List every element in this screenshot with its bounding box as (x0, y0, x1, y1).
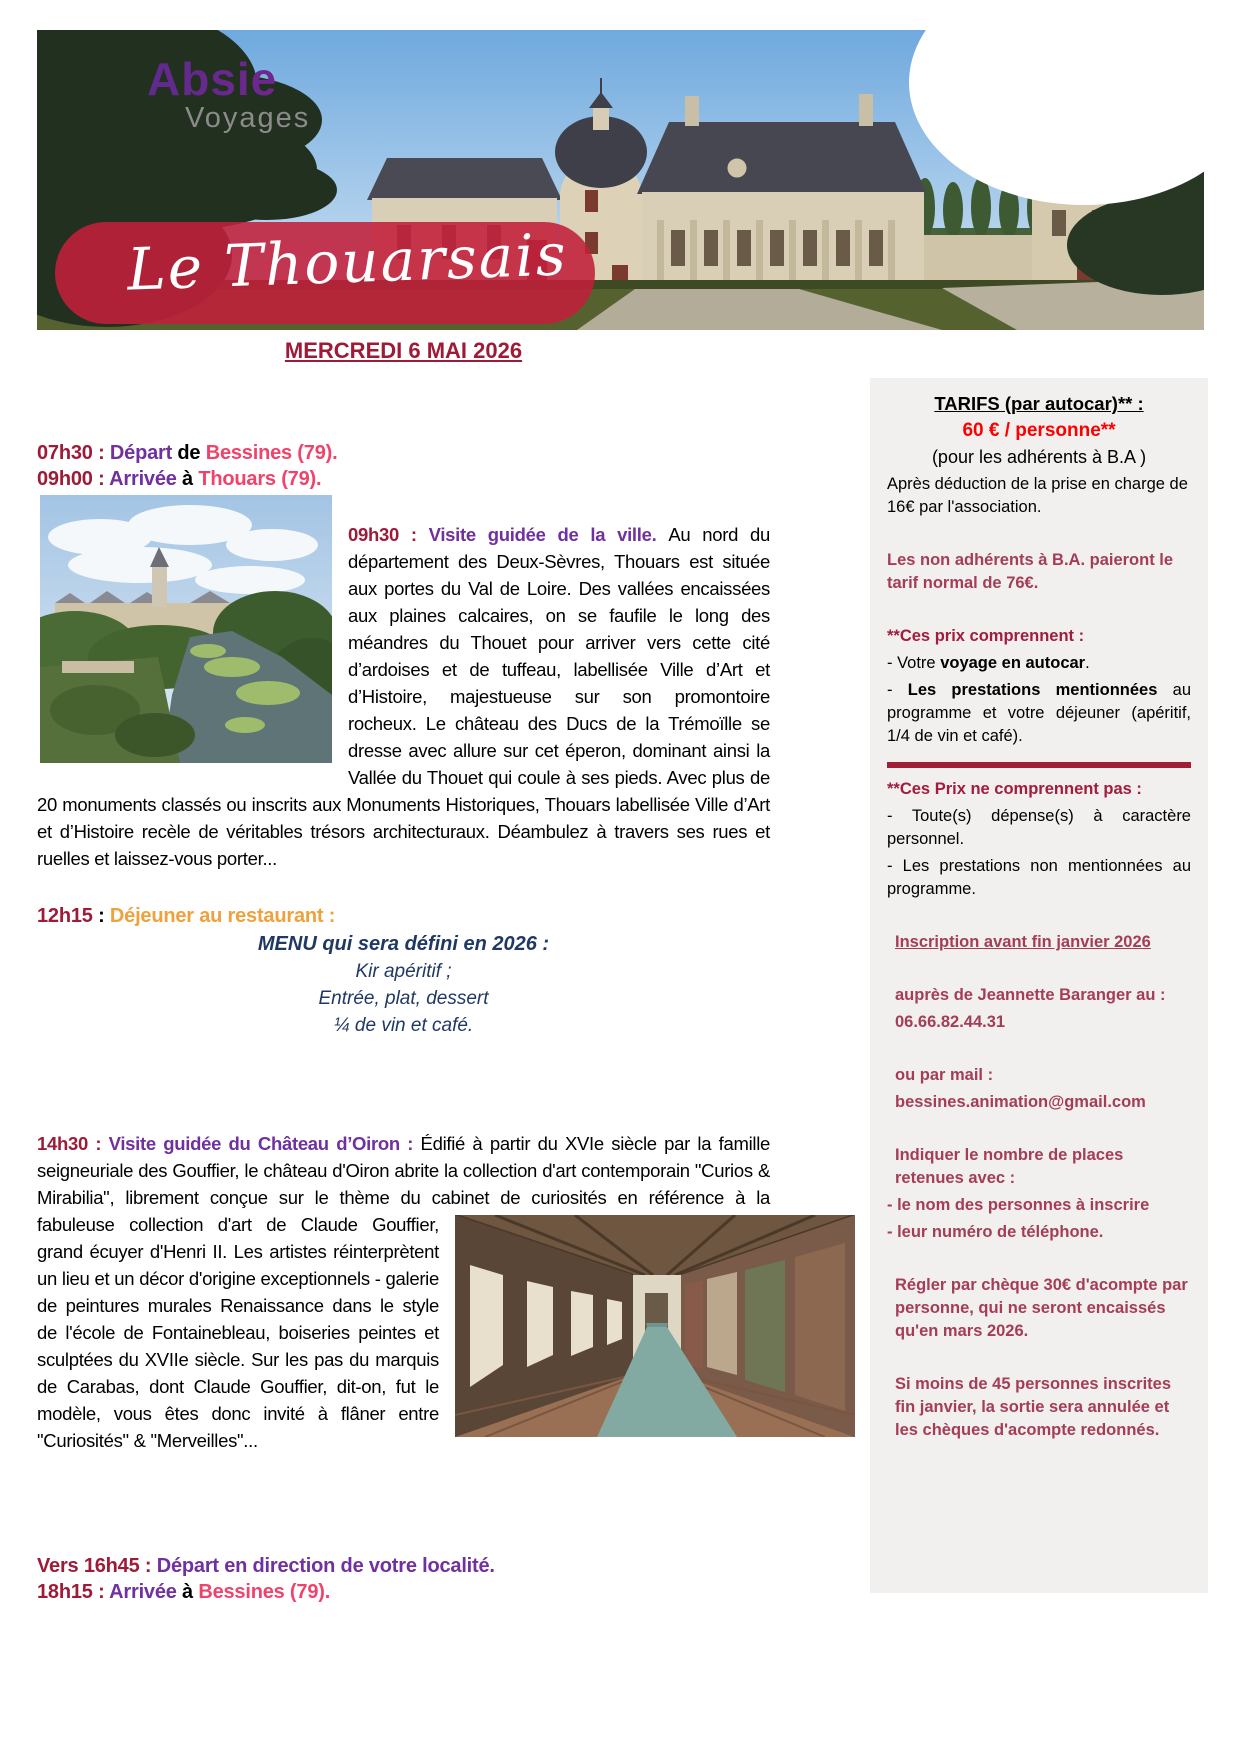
includes-2-prefix: - (887, 681, 908, 699)
red-divider (887, 762, 1191, 768)
separator: : (92, 1581, 110, 1603)
thouars-photo-illustration (40, 495, 332, 763)
contact-phone-label: auprès de Jeannette Baranger au : (895, 986, 1166, 1004)
excludes-item-1: - Toute(s) dépense(s) à caractère personnel. (887, 807, 1191, 848)
castle-visit-title: Visite guidée du Château d’Oiron : (108, 1133, 414, 1154)
city-visit-section (37, 521, 770, 872)
oiron-gallery-photo (455, 1215, 855, 1437)
cancellation-note: Si moins de 45 personnes inscrites fin janvier, la sortie sera annulée et les chèques d'acompte redonnés. (895, 1375, 1172, 1439)
includes-1-suffix: . (1085, 654, 1090, 672)
separator: : (92, 905, 110, 927)
includes-item-2 (887, 679, 1191, 748)
includes-1-bold: voyage en autocar (940, 654, 1086, 672)
inscription-deadline: Inscription avant fin janvier 2026 (895, 933, 1151, 951)
return-departure-line (37, 1553, 770, 1579)
separator: : (92, 468, 110, 490)
return-arrival-time: 18h15 (37, 1581, 93, 1603)
thouars-town-photo (40, 495, 332, 763)
departure-action: Départ (109, 442, 173, 464)
logo-absie-wordmark: Absie (147, 52, 1156, 106)
return-arrival-connector: à (176, 1581, 199, 1603)
morning-schedule (37, 440, 770, 492)
city-visit-time: 09h30 : (348, 524, 429, 545)
includes-2-suffix: au programme et votre déjeuner (apéritif, 1/4 de vin et café). (887, 681, 1191, 745)
departure-place: Bessines (79). (205, 442, 338, 464)
tarifs-title: TARIFS (par autocar)** : (934, 393, 1144, 414)
includes-title: **Ces prix comprennent : (887, 627, 1085, 645)
castle-visit-body-start: Édifié à partir du XVIe siècle par la famille seigneuriale des Gouffier, le château d'Oiron abrite la collection d'art contemporain "Curios & Mirabilia", librement conçue sur le thème du cabinet de curiosités en référence à la (37, 1133, 770, 1208)
oiron-gallery-illustration (455, 1215, 855, 1437)
city-visit-body: Au nord du département des Deux-Sèvres, Thouars est située aux portes du Val de Loire. Des vallées encaissées aux plaines calcaires, on se faufile le long des méandres du Thouet pour arriver vers cette cité d’ardoises et de tuffeau, labellisée Ville d’Art et d’Histoire, majestueuse sur son promontoire rocheux. Le château des Ducs de la Trémoïlle se dresse avec allure sur cet éperon, dominant ainsi la Vallée du Thouet qui coule à ses pieds. Avec plus de 20 monuments classés ou inscrits aux Monuments Historiques, Thouars labellisée Ville d’Art et d’Histoire recèle de véritables trésors architecturaux. Déambulez à travers ses rues et ruelles et laissez-vous porter... (37, 524, 770, 869)
contact-mail-address: bessines.animation@gmail.com (895, 1093, 1146, 1111)
date-heading: MERCREDI 6 MAI 2026 (284, 338, 523, 363)
arrival-action: Arrivée (109, 468, 177, 490)
header-photo (37, 30, 1204, 330)
payment-note: Régler par chèque 30€ d'acompte par personne, qui ne seront encaissés qu'en mars 2026. (895, 1276, 1188, 1340)
arrival-place: Thouars (79). (198, 468, 322, 490)
return-arrival-action: Arrivée (109, 1581, 177, 1603)
non-members-note: Les non adhérents à B.A. paieront le tarif normal de 76€. (887, 551, 1174, 592)
city-visit-title: Visite guidée de la ville. (428, 524, 669, 545)
lunch-text (37, 903, 770, 929)
excludes-title: **Ces Prix ne comprennent pas : (887, 780, 1142, 798)
excludes-item-2: - Les prestations non mentionnées au programme. (887, 857, 1191, 898)
agency-logo (147, 52, 1156, 135)
contact-mail-label: ou par mail : (895, 1066, 994, 1084)
includes-2-bold: Les prestations mentionnées (907, 681, 1158, 699)
includes-item-1 (887, 652, 1191, 675)
lunch-time: 12h15 (37, 905, 93, 927)
departure-connector: de (172, 442, 206, 464)
tariffs-sidebar (870, 378, 1208, 1593)
lunch-line (37, 903, 770, 929)
lunch-label: Déjeuner au restaurant : (109, 905, 336, 927)
places-item-1: - le nom des personnes à inscrire (887, 1196, 1150, 1214)
return-schedule (37, 1553, 770, 1605)
arrival-connector: à (176, 468, 199, 490)
departure-time: 07h30 (37, 442, 93, 464)
castle-visit-time: 14h30 : (37, 1133, 109, 1154)
places-title: Indiquer le nombre de places retenues avec : (895, 1146, 1124, 1187)
includes-1-prefix: - Votre (887, 654, 941, 672)
castle-visit-section (37, 1130, 770, 1454)
places-item-2: - leur numéro de téléphone. (887, 1223, 1104, 1241)
departure-line (37, 440, 770, 466)
trip-title: Le Thouarsais (125, 220, 569, 304)
menu-block (37, 931, 770, 1039)
menu-title: MENU qui sera défini en 2026 : (257, 933, 550, 955)
title-banner (55, 222, 595, 324)
contact-phone-number: 06.66.82.44.31 (895, 1013, 1006, 1031)
price-note: (pour les adhérents à B.A ) (931, 447, 1147, 467)
price: 60 € / personne** (962, 420, 1116, 441)
arrival-line (37, 466, 770, 492)
return-departure-action: Départ en direction de votre localité. (156, 1555, 495, 1577)
arrival-time: 09h00 (37, 468, 93, 490)
deduction-note: Après déduction de la prise en charge de 16€ par l'association. (887, 475, 1188, 516)
separator: : (139, 1555, 157, 1577)
return-arrival-place: Bessines (79). (198, 1581, 331, 1603)
castle-visit-body-end: fabuleuse collection d'art de Claude Gouffier, grand écuyer d'Henri II. Les artistes réinterprètent un lieu et un décor d'origine exceptionnels - galerie de peintures murales Renaissance dans le style de l'école de Fontainebleau, boiseries peintes et sculptées du XVIIe siècle. Sur les pas du marquis de Carabas, dont Claude Gouffier, dit-on, fut le modèle, vous êtes donc invité à flâner entre "Curiosités" & "Merveilles"... (37, 1214, 439, 1451)
logo-voyages-wordmark: Voyages (185, 102, 311, 134)
menu-item: Entrée, plat, dessert (318, 988, 489, 1009)
return-departure-time: Vers 16h45 (37, 1555, 140, 1577)
separator: : (92, 442, 110, 464)
menu-item: Kir apéritif ; (355, 961, 452, 982)
menu-item: ¼ de vin et café. (333, 1015, 474, 1036)
return-arrival-line (37, 1579, 770, 1605)
